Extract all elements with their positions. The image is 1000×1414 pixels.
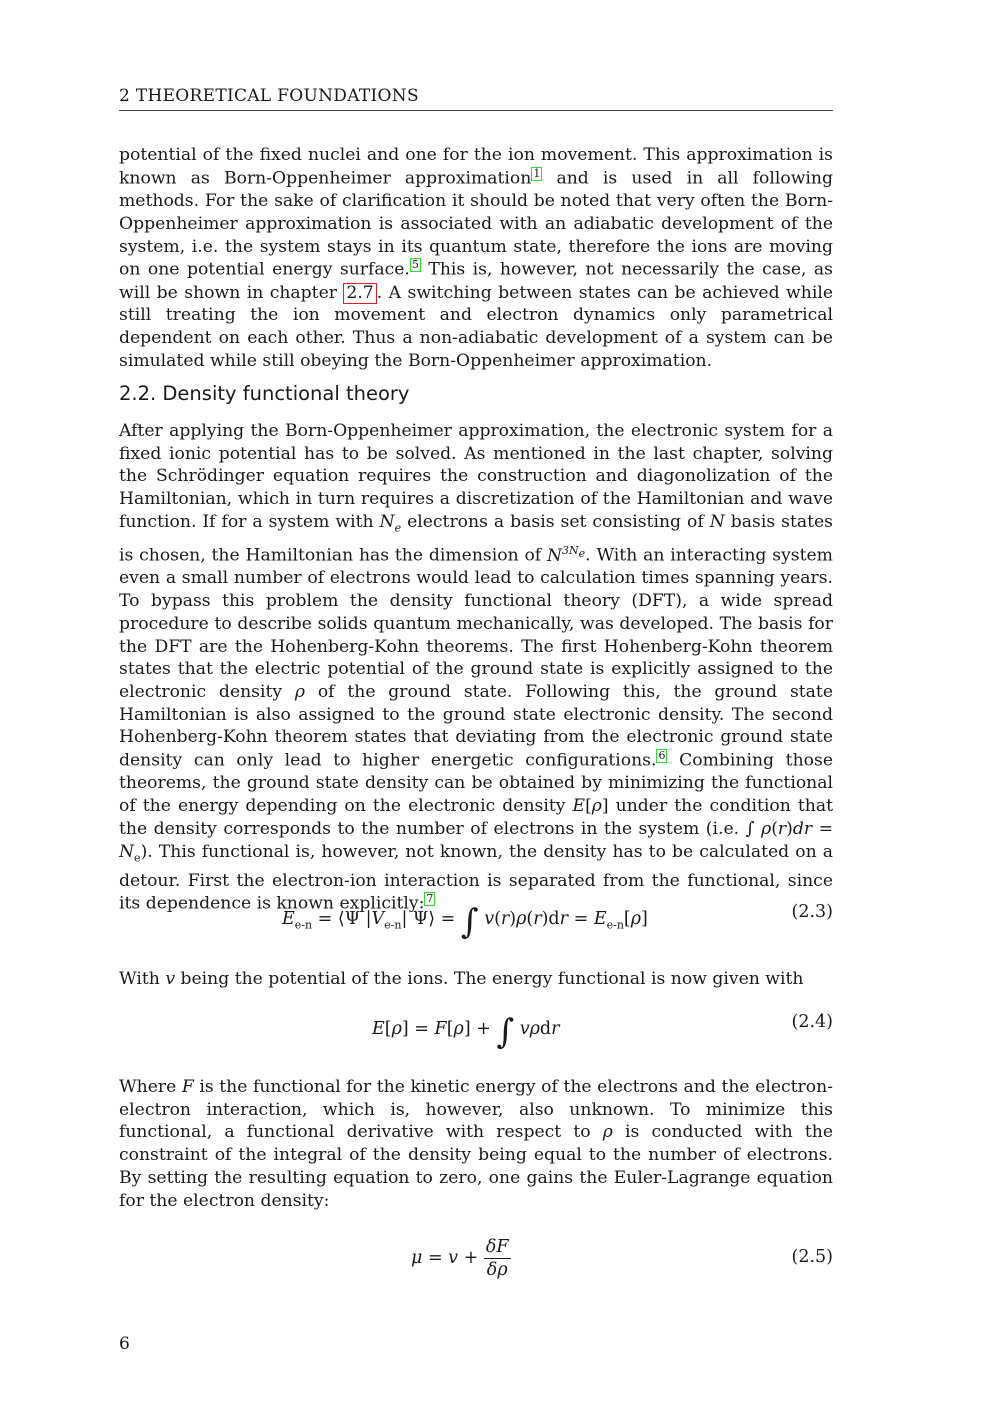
citation-link[interactable]: 1 <box>533 166 541 180</box>
text: potential of the fixed nuclei and one for the ion movement. This approximation is known as Born-Oppenheimer approximation <box>119 145 833 189</box>
text: of the ground state. Following this, the ground state Hamiltonian is also assigned to the ground state electronic density. The second Hohenberg-Kohn theorem states that deviating from the electronic ground state density can only lead to higher energetic configurations. <box>119 681 833 771</box>
equation-body: μ = v + $\frac{\delta F}{\delta\rho}$ <box>411 1237 509 1280</box>
equation-number: (2.4) <box>791 1012 833 1032</box>
text: With <box>119 969 166 989</box>
text: This is, however, not necessarily the case, as will be shown in chapter <box>119 259 833 303</box>
text: . A switching between states can be achieved while still treating the ion movement and electron dynamics only parametrical dependent on each other. Thus a non-adiabatic development of a system can be simulated while still obeying the Born-Oppenheimer approximation. <box>119 282 833 371</box>
citation-link[interactable]: 5 <box>411 258 419 272</box>
math: N <box>709 511 725 532</box>
chapter-reference-link[interactable]: 2.7 <box>343 283 376 304</box>
text: is conducted with the constraint of the integral of the density being equal to the number of electrons. By setting the resulting equation to zero, one gains the Euler-Lagrange equation for the electron density: <box>119 1122 833 1211</box>
text: is the functional for the kinetic energy of the electrons and the electron-electron interaction, which is, however, also unknown. To minimize this functional, a functional derivative with respect to <box>119 1077 833 1143</box>
text: and is used in all following methods. For the sake of clarification it should be noted that very often the Born-Oppenheimer approximation is associated with an adiabatic development of the system, i.e. the system stays in its quantum state, therefore the ions are moving on one potential energy surface. <box>119 168 833 280</box>
text: under the condition that the density corresponds to the number of electrons in the system (i.e. <box>119 796 834 839</box>
paragraph-potential <box>119 968 833 991</box>
text: electrons a basis set consisting of <box>401 511 710 532</box>
page-number: 6 <box>119 1334 130 1354</box>
math: F <box>181 1077 194 1097</box>
equation-body: $E_{e-n}$ = ⟨Ψ $|V_{e-n}|$ Ψ⟩ = ∫ $v(r)\rho(r)dr = E_{e-n}[\rho]$ <box>282 902 648 942</box>
running-head: 2 THEORETICAL FOUNDATIONS <box>119 86 833 111</box>
math: v <box>165 969 176 989</box>
math: E <box>572 796 586 817</box>
math: ∫ $\rho(r)dr = N_e$ <box>119 818 833 864</box>
text: basis states is chosen, the Hamiltonian has the dimension of <box>119 511 833 566</box>
section-heading: 2.2. Density functional theory <box>119 382 410 405</box>
equation-body: E[ρ] = F[ρ] + ∫ vρdr <box>372 1012 560 1052</box>
paragraph-dft: After applying the Born-Oppenheimer approximation, the electronic system for a fixed ionic potential has to be solved. As mentioned in the last chapter, solving the Schrödinger equation requires the construction and diagonolization of the Hamiltonian, which in turn requires a discretization of the Hamiltonian and wave function. If for a system with $N_e$ electrons a basis set consisting of N basis states is chosen, the Hamiltonian has the dimension of $N^{3N_e}$. With an interacting system even a small number of electrons would lead to calculation times spanning years. To bypass this problem the density functional theory (DFT), a wide spread procedure to describe solids quantum mechanically, was developed. The basis for the DFT are the Hohenberg-Kohn theorems. The first Hohenberg-Kohn theorem states that the electric potential of the ground state is explicitly assigned to the electronic density ρ of the ground state. Following this, the ground state Hamiltonian is also assigned to the ground state electronic density. The second Hohenberg-Kohn theorem states that deviating from the electronic ground state density can only lead to higher energetic configurations. 6 Combining those theorems, the ground state density can be obtained by minimizing the functional of the energy depending on the electronic density E[ρ] under the condition that the density corresponds to the number of electrons in the system (i.e. ∫ $\rho(r)dr = N_e$). This functional is, however, not known, the density has to be calculated on a detour. First the electron-ion interaction is separated from the functional, since its dependence is known explicitly: 7 <box>119 421 834 915</box>
math: $N_e$ <box>379 511 402 535</box>
citation-link[interactable]: 7 <box>426 892 434 906</box>
citation-link[interactable]: 6 <box>658 749 666 763</box>
math: $N^{3N_e}$ <box>546 543 586 566</box>
equation-number: (2.3) <box>791 902 833 922</box>
text: Where <box>119 1077 182 1097</box>
paragraph-born-oppenheimer <box>119 144 833 373</box>
page <box>119 0 833 1414</box>
math: ρ <box>602 1122 613 1143</box>
text: ). This functional is, however, not known, the density has to be calculated on a detour. First the electron-ion interaction is separated from the functional, since its dependence is known explicitly: <box>119 841 833 915</box>
equation-2-4 <box>119 1012 833 1052</box>
text: being the potential of the ions. The energy functional is now given with <box>175 969 804 989</box>
text: Combining those theorems, the ground state density can be obtained by minimizing the functional of the energy depending on the electronic density <box>119 750 833 817</box>
math: ρ <box>294 681 306 702</box>
paragraph-functional <box>119 1076 833 1212</box>
equation-2-5 <box>119 1236 833 1284</box>
text: After applying the Born-Oppenheimer approximation, the electronic system for a fixed ionic potential has to be solved. As mentioned in the last chapter, solving the Schrödinger equation requires the construction and diagonolization of the Hamiltonian, which in turn requires a discretization of the Hamiltonian and wave function. If for a system with <box>119 421 833 532</box>
equation-number: (2.5) <box>791 1247 833 1267</box>
text: . With an interacting system even a small number of electrons would lead to calculation times spanning years. To bypass this problem the density functional theory (DFT), a wide spread procedure to describe solids quantum mechanically, was developed. The basis for the DFT are the Hohenberg-Kohn theorems. The first Hohenberg-Kohn theorem states that the electric potential of the ground state is explicitly assigned to the electronic density <box>119 545 833 702</box>
equation-2-3 <box>119 902 833 942</box>
